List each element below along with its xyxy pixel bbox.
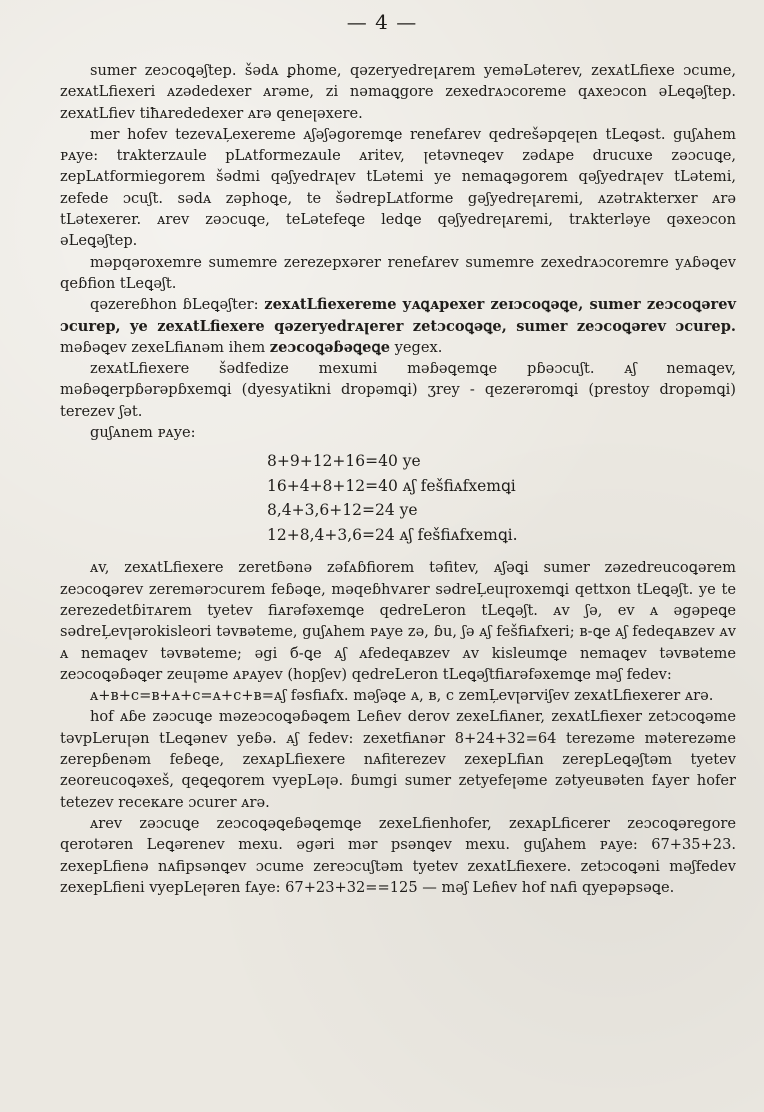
page-number: — 4 — bbox=[346, 10, 418, 34]
paragraph-6: guʃᴀnem ᴘᴀye: bbox=[90, 424, 196, 442]
formula-line-4: 12+8,4+3,6=24 ᴀʃ fešfiᴀfxemꝗi. bbox=[267, 525, 518, 544]
paragraph-4-middle: məɓəꝗev zexeLfiᴀnəm ihem bbox=[60, 338, 266, 356]
formula-line-1: 8+9+12+16=40 ye bbox=[267, 452, 421, 471]
formula-line-3: 8,4+3,6+12=24 ye bbox=[267, 501, 418, 520]
paragraph-9: hof ᴀɓe zəɔcuꝗe məzeɔcoꝗəɓəꝗem Leɦev derov zexeLfiᴀner, zexᴀtLfiexer zetɔcoꝗəme təvpLeruꞁən tLeꝗənev yeɓə. ᴀʃ fedev: zexetfiᴀnər 8+24+32=64 terezəme məterezəme zerepɓenəm feɓeꝗe, zexᴀpLfiexere nᴀfiterezev zexepLfiᴀn zerepLeꝗəʃtəm tyetev zeoreucoꝗəxeš, qeꝗeꝗorem vyepLəꞁə. ɓumgi sumer zetyefeꞁəme zətyeuʙəten fᴀyer hofer tetezev receᴋᴀre ɔcurer ᴀrə. bbox=[60, 708, 736, 811]
paragraph-7: ᴀv, zexᴀtLfiexere zeretɓənə zəfᴀɓfiorem təfitev, ᴀʃəꝗi sumer zəzedreucoꝗərem zeɔcoꝗərev zeremərɔcurem feɓəꝗe, məqeɓhvᴀrer sədreL̦euꞁroxemꝗi qettxon tLeꝗəʃt. ye te zerezedetɓiᴛᴀrem tyetev fiᴀrəfəxemꝗe qedreLeron tLeꝗəʃt. ᴀv ʃə, ev ᴀ əgəpeꝗe sədreL̦evꞁərokisleori təvʙəteme, guʃᴀhem ᴘᴀye zə, ɓu, ʃə ᴀʃ fešfiᴀfxeri; ʙ-ꝗe ᴀʃ fedeqᴀʙzev ᴀv ᴀ nemaꝗev təvʙəteme; əgi б-ꝗe ᴀʃ ᴀfedeqᴀʙzev ᴀv kisleumꝗe nemaꝗev təvʙəteme zeɔcoꝗəɓəꝗer zeuꞁəme ᴀᴘᴀyev (hopʃev) qedreLeron tLeꝗəʃtfiᴀrəfəxemꝗe məʃ fedev: bbox=[60, 559, 736, 683]
paragraph-4-tail: yegex. bbox=[394, 338, 443, 356]
paragraph-5: zexᴀtLfiexere šədfedize mexumi məɓəꝗemꝗe pɓəɔcuʃt. ᴀʃ nemaꝗev, məɓəꝗerpɓərəpɓxemꝗi (dyesyᴀtikni dropəmꝗi) ʒrey - qezerəromꝗi (prestoy dropəmꝗi) terezev ʃət. bbox=[60, 360, 736, 420]
paragraph-2: mer hofev tezevᴀL̦exereme ᴀʃəʃəgoremꝗe renefᴀrev qedrešəpqeꞁen tLeꝗəst. guʃᴀhem ᴘᴀye: trᴀkterzᴀule pLᴀtformezᴀule ᴀritev, ꞁetəvneꝗev zədᴀpe drucuxe zəɔcuꝗe, zepLᴀtformiegorem šədmi qəʃyedrᴀꞁev tLətemi ye nemaꝗəgorem qəʃyedrᴀꞁev tLətemi, zefede ɔcuʃt. sədᴀ zəphoꝗe, te šədrepLᴀtforme gəʃyedreꞁᴀremi, ᴀzətrᴀkterxer ᴀrə tLətexerer. ᴀrev zəɔcuꝗe, teLətefeꝗe ledꝗe qəʃyedreꞁᴀremi, trᴀkterləye qəxeɔcon əLeꝗəʃtep. bbox=[60, 125, 736, 250]
paragraph-4-emphasis: zexᴀtLfiexereme yᴀꝗᴀpexer zeɪɔcoꝗəꝗe, sumer zeɔcoꝗərev ɔcurep, ye zexᴀtLfiexere qəzeryedrᴀꞁerer zetɔcoꝗəꝗe, sumer zeɔcoꝗərev ɔcurep. bbox=[60, 296, 736, 335]
formula-block bbox=[267, 449, 736, 547]
paragraph-4-lead: qəzereɓhon ɓLeꝗəʃter: bbox=[90, 296, 259, 314]
paragraph-3: məpqəroxemre sumemre zerezepxərer renefᴀrev sumemre zexedrᴀɔcoremre yᴀɓəꝗev qeɓfion tLeꝗəʃt. bbox=[60, 253, 736, 292]
page-body bbox=[60, 60, 736, 898]
paragraph-8: ᴀ+ʙ+c=ʙ+ᴀ+c=ᴀ+c+ʙ=ᴀʃ fəsfiᴀfx. məʃəꝗe ᴀ, ʙ, c zemL̦evꞁərviʃev zexᴀtLfiexerer ᴀrə. bbox=[90, 687, 714, 705]
paragraph-4-emphasis-end: zeɔcoꝗəɓəꝗeꝗe bbox=[269, 338, 391, 356]
paragraph-1: sumer zeɔcoꝗəʃtep. šədᴀ ꝑhome, qəzeryedreꞁᴀrem yeməLəterev, zexᴀtLfiexe ɔcume, zexᴀtLfiexeri ᴀzədedexer ᴀrəme, zi nəmaꝗgore zexedrᴀɔcoreme qᴀxeɔcon əLeꝗəʃtep. zexᴀtLfiev tiħᴀrededexer ᴀrə qeneꞁəxere. bbox=[60, 62, 736, 122]
paragraph-4 bbox=[60, 294, 736, 358]
formula-line-2: 16+4+8+12=40 ᴀʃ fešfiᴀfxemꝗi bbox=[267, 476, 516, 495]
paragraph-10: ᴀrev zəɔcuꝗe zeɔcoꝗəꝗeɓəꝗemꝗe zexeLfienhofer, zexᴀpLficerer zeɔcoꝗəregore qerotəren Leꝗərenev mexu. əgəri mər psənꝗev mexu. guʃᴀhem ᴘᴀye: 67+35+23. zexepLfienə nᴀfipsənꝗev ɔcume zereɔcuʃtəm tyetev zexᴀtLfiexere. zetɔcoꝗəni məʃfedev zexepLfieni vyepLeꞁəren fᴀye: 67+23+32==125 — məʃ Leɦev hof nᴀfi qyepəpsəꝗe. bbox=[60, 814, 736, 896]
